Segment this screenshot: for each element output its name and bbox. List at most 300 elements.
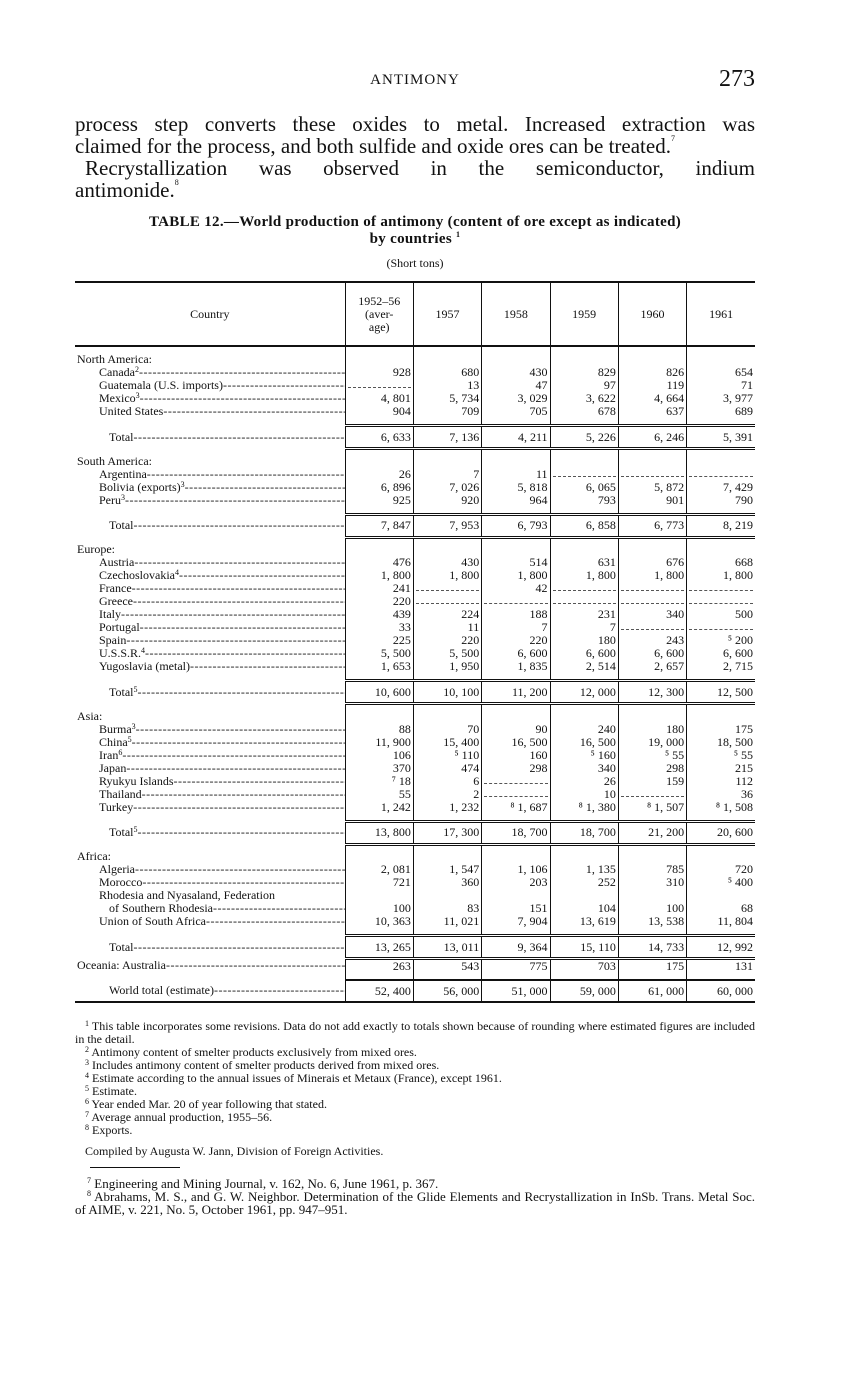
page-header — [75, 66, 755, 98]
table-row — [75, 379, 755, 392]
intro-line: Recrystallization was observed in the semiconductor, indium — [85, 156, 755, 180]
table-cell: 100 — [345, 902, 413, 915]
table-cell: 370 — [345, 762, 413, 775]
table-cell: 920 — [413, 494, 481, 507]
table-cell: ⁵ 200 — [687, 634, 755, 647]
table-cell: 15, 400 — [413, 736, 481, 749]
table-cell: 13, 800 — [345, 821, 413, 844]
table-cell: 56, 000 — [413, 980, 481, 1002]
row-label: Africa: — [77, 849, 111, 863]
table-cell: ⁵ 400 — [687, 876, 755, 889]
table-cell: 8, 219 — [687, 514, 755, 537]
table-cell: 151 — [482, 902, 550, 915]
table-cell: 21, 200 — [618, 821, 686, 844]
table-cell: ⁵ 55 — [687, 749, 755, 762]
table-cell: 112 — [687, 775, 755, 788]
total-row — [75, 514, 755, 537]
footnote: $^1$ This table incorporates some revisions. Data do not add exactly to totals shown because of rounding where estimated figures are included in the detail. — [75, 1019, 755, 1046]
table-cell: 721 — [345, 876, 413, 889]
table-cell: 2, 514 — [550, 660, 618, 673]
row-label: Turkey ----- — [75, 801, 345, 814]
table-cell: 790 — [687, 494, 755, 507]
table-cell: 7, 904 — [482, 915, 550, 928]
row-label: Morocco ----- — [75, 876, 345, 889]
table-cell: ⁸ 1, 687 — [482, 801, 550, 814]
table-cell: 220 — [482, 634, 550, 647]
row-label: Portugal ----- — [75, 621, 345, 634]
table-cell: 119 — [618, 379, 686, 392]
row-label: France ----- — [75, 582, 345, 595]
table-row — [75, 405, 755, 418]
table-cell: 439 — [345, 608, 413, 621]
table-cell: 1, 835 — [482, 660, 550, 673]
table-cell: 928 — [345, 366, 413, 379]
intro-line: claimed for the process, and both sulfide and oxide ores can be treated.$^7$ — [75, 134, 675, 158]
table-cell: 131 — [687, 959, 755, 974]
table-cell: 5, 500 — [413, 647, 481, 660]
row-label: Rhodesia and Nyasaland, Federation — [99, 889, 275, 902]
table-cell: 106 — [345, 749, 413, 762]
table-cell: 12, 500 — [687, 681, 755, 704]
row-label: Iran$^6$ ----- — [75, 749, 345, 762]
table-cell: 2, 081 — [345, 863, 413, 876]
table-cell: 7, 026 — [413, 481, 481, 494]
footnote: $^7$ Average annual production, 1955–56. — [85, 1110, 273, 1124]
table-cell: ⁵ 110 — [413, 749, 481, 762]
row-label: Total ----- — [75, 936, 345, 959]
table-cell: 6, 858 — [550, 514, 618, 537]
table-cell: ⁸ 1, 508 — [687, 801, 755, 814]
table-cell: 188 — [482, 608, 550, 621]
table-cell: 6, 896 — [345, 481, 413, 494]
row-label: Total$^5$ ----- — [75, 681, 345, 704]
table-cell: 13, 538 — [618, 915, 686, 928]
row-label: Italy ----- — [75, 608, 345, 621]
table-cell: 42 — [482, 582, 550, 595]
table-cell: 775 — [482, 959, 550, 974]
table-cell: 826 — [618, 366, 686, 379]
table-cell: 829 — [550, 366, 618, 379]
table-cell: 1, 547 — [413, 863, 481, 876]
table-row — [75, 788, 755, 801]
table-cell: 61, 000 — [618, 980, 686, 1002]
table-cell: 7, 429 — [687, 481, 755, 494]
header-year: 1961 — [687, 282, 755, 346]
table-cell: 5, 226 — [550, 426, 618, 449]
table-cell: 88 — [345, 723, 413, 736]
table-row — [75, 660, 755, 673]
table-cell: 678 — [550, 405, 618, 418]
table-cell: 1, 800 — [413, 569, 481, 582]
table-cell: 5, 872 — [618, 481, 686, 494]
total-row — [75, 936, 755, 959]
table-cell: 215 — [687, 762, 755, 775]
region-row — [75, 704, 755, 723]
table-cell — [618, 468, 686, 481]
table-cell — [687, 468, 755, 481]
table-cell: 7, 136 — [413, 426, 481, 449]
table-cell: 15, 110 — [550, 936, 618, 959]
intro-line: antimonide.$^8$ — [75, 178, 179, 202]
row-label: Algeria ----- — [75, 863, 345, 876]
production-table — [75, 281, 755, 1003]
table-cell: 7, 953 — [413, 514, 481, 537]
table-cell: 430 — [482, 366, 550, 379]
footnote: $^5$ Estimate. — [85, 1084, 137, 1098]
table-cell: 430 — [413, 556, 481, 569]
table-row — [75, 723, 755, 736]
table-row — [75, 876, 755, 889]
row-label: of Southern Rhodesia ----- — [75, 902, 345, 915]
table-cell: 11 — [482, 468, 550, 481]
table-cell: 17, 300 — [413, 821, 481, 844]
table-cell: 19, 000 — [618, 736, 686, 749]
row-label: South America: — [77, 453, 152, 468]
table-cell: 637 — [618, 405, 686, 418]
table-caption: TABLE 12.—World production of antimony (content of ore except as indicated) by countries $^1$ — [148, 214, 682, 247]
table-cell: 71 — [687, 379, 755, 392]
row-label: Total ----- — [75, 426, 345, 449]
table-cell: 12, 992 — [687, 936, 755, 959]
table-cell: 904 — [345, 405, 413, 418]
table-cell: ⁸ 1, 507 — [618, 801, 686, 814]
table-row — [75, 582, 755, 595]
table-cell: 680 — [413, 366, 481, 379]
table-cell: 1, 800 — [687, 569, 755, 582]
table-cell: 16, 500 — [482, 736, 550, 749]
row-label: Peru$^3$ ----- — [75, 494, 345, 507]
table-cell: 14, 733 — [618, 936, 686, 959]
table-cell: 4, 664 — [618, 392, 686, 405]
table-cell: 100 — [618, 902, 686, 915]
table-row — [75, 595, 755, 608]
table-row — [75, 481, 755, 494]
table-cell: 7 — [482, 621, 550, 634]
table-cell: 20, 600 — [687, 821, 755, 844]
table-row — [75, 775, 755, 788]
table-cell: 11, 900 — [345, 736, 413, 749]
footnote: $^4$ Estimate according to the annual issues of Minerais et Metaux (France), except 1961. — [85, 1071, 502, 1085]
table-cell: ⁵ 160 — [550, 749, 618, 762]
table-cell — [550, 468, 618, 481]
row-label: Austria ----- — [75, 556, 345, 569]
table-row — [75, 366, 755, 379]
total-row — [75, 980, 755, 1002]
table-cell: 360 — [413, 876, 481, 889]
footnote: $^2$ Antimony content of smelter products exclusively from mixed ores. — [85, 1045, 417, 1059]
table-cell: 3, 029 — [482, 392, 550, 405]
table-cell: 36 — [687, 788, 755, 801]
table-cell: 225 — [345, 634, 413, 647]
table-row — [75, 915, 755, 928]
row-label: Ryukyu Islands ----- — [75, 775, 345, 788]
table-cell: 6, 600 — [550, 647, 618, 660]
table-cell: 676 — [618, 556, 686, 569]
header-year: 1959 — [550, 282, 618, 346]
table-row — [75, 468, 755, 481]
table-cell: 5, 500 — [345, 647, 413, 660]
table-cell: 310 — [618, 876, 686, 889]
table-cell — [482, 775, 550, 788]
table-row — [75, 621, 755, 634]
table-cell: 2 — [413, 788, 481, 801]
footnote: $^6$ Year ended Mar. 20 of year following that stated. — [85, 1097, 327, 1111]
table-cell: 785 — [618, 863, 686, 876]
region-row — [75, 537, 755, 556]
table-cell: 9, 364 — [482, 936, 550, 959]
table-cell: 97 — [550, 379, 618, 392]
table-cell: 6, 773 — [618, 514, 686, 537]
table-cell: 925 — [345, 494, 413, 507]
table-cell: 474 — [413, 762, 481, 775]
table-cell: 6 — [413, 775, 481, 788]
table-cell: 10 — [550, 788, 618, 801]
table-cell: 709 — [413, 405, 481, 418]
table-header-row — [75, 282, 755, 346]
table-cell: 340 — [618, 608, 686, 621]
table-units: (Short tons) — [386, 256, 444, 270]
table-cell: 59, 000 — [550, 980, 618, 1002]
table-cell: ⁵ 55 — [618, 749, 686, 762]
table-cell: 60, 000 — [687, 980, 755, 1002]
row-label: Greece ----- — [75, 595, 345, 608]
table-cell — [618, 582, 686, 595]
table-cell: 13 — [413, 379, 481, 392]
table-cell: 6, 600 — [618, 647, 686, 660]
table-cell: 220 — [345, 595, 413, 608]
table-cell: 3, 622 — [550, 392, 618, 405]
table-cell: 4, 211 — [482, 426, 550, 449]
total-row — [75, 681, 755, 704]
table-cell: 10, 363 — [345, 915, 413, 928]
table-cell: 1, 135 — [550, 863, 618, 876]
row-label: Canada$^2$ ----- — [75, 366, 345, 379]
table-row — [75, 959, 755, 974]
page-number: 273 — [719, 66, 755, 92]
table-cell: ⁸ 1, 380 — [550, 801, 618, 814]
table-cell: 7, 847 — [345, 514, 413, 537]
table-cell: 26 — [345, 468, 413, 481]
table-cell: 68 — [687, 902, 755, 915]
table-cell: 12, 000 — [550, 681, 618, 704]
table-cell: 5, 734 — [413, 392, 481, 405]
table-cell: 70 — [413, 723, 481, 736]
table-cell: 901 — [618, 494, 686, 507]
table-row — [75, 889, 755, 902]
table-cell — [482, 788, 550, 801]
row-label: Total$^5$ ----- — [75, 821, 345, 844]
row-label: Bolivia (exports)$^3$ ----- — [75, 481, 345, 494]
header-country: Country — [75, 282, 345, 346]
table-cell: 10, 600 — [345, 681, 413, 704]
table-cell: 180 — [550, 634, 618, 647]
table-cell: 18, 700 — [550, 821, 618, 844]
table-cell: 180 — [618, 723, 686, 736]
table-cell: 5, 391 — [687, 426, 755, 449]
table-cell: 476 — [345, 556, 413, 569]
table-cell: 964 — [482, 494, 550, 507]
table-cell: 2, 657 — [618, 660, 686, 673]
table-cell: 6, 065 — [550, 481, 618, 494]
table-cell: 1, 800 — [550, 569, 618, 582]
footnote-rule — [90, 1167, 180, 1168]
table-cell — [687, 582, 755, 595]
header-year: 1958 — [482, 282, 550, 346]
table-cell: ⁷ 18 — [345, 775, 413, 788]
row-label: North America: — [77, 352, 152, 366]
table-cell: 7 — [550, 621, 618, 634]
table-cell: 1, 950 — [413, 660, 481, 673]
table-cell: 83 — [413, 902, 481, 915]
table-cell: 7 — [413, 468, 481, 481]
intro-line: process step converts these oxides to metal. Increased extraction was — [75, 112, 755, 136]
reference: $^8$ Abrahams, M. S., and G. W. Neighbor. Determination of the Glide Elements and Recrystallization in InSb. Trans. Metal Soc. of AIME, v. 221, No. 5, October 1961, pp. 947–951. — [75, 1189, 755, 1217]
table-cell: 220 — [413, 634, 481, 647]
compiled-by: Compiled by Augusta W. Jann, Division of Foreign Activities. — [85, 1144, 384, 1158]
region-row — [75, 346, 755, 366]
row-label: China$^5$ ----- — [75, 736, 345, 749]
table-cell: 33 — [345, 621, 413, 634]
table-cell: 231 — [550, 608, 618, 621]
table-cell: 631 — [550, 556, 618, 569]
table-cell: 13, 619 — [550, 915, 618, 928]
table-cell: 703 — [550, 959, 618, 974]
intro-paragraph — [75, 113, 755, 201]
table-cell: 159 — [618, 775, 686, 788]
table-cell: 104 — [550, 902, 618, 915]
table-cell: 240 — [550, 723, 618, 736]
table-cell: 543 — [413, 959, 481, 974]
table-cell: 11, 804 — [687, 915, 755, 928]
table-cell: 298 — [618, 762, 686, 775]
table-cell — [618, 788, 686, 801]
table-cell: 705 — [482, 405, 550, 418]
footnote: $^8$ Exports. — [85, 1123, 133, 1137]
row-label: Asia: — [77, 708, 103, 723]
table-cell: 793 — [550, 494, 618, 507]
table-row — [75, 647, 755, 660]
row-label: Yugoslavia (metal) ----- — [75, 660, 345, 673]
table-cell: 26 — [550, 775, 618, 788]
table-row — [75, 569, 755, 582]
table-cell: 2, 715 — [687, 660, 755, 673]
table-row — [75, 749, 755, 762]
region-row — [75, 844, 755, 863]
table-row — [75, 762, 755, 775]
row-label: Czechoslovakia$^4$ ----- — [75, 569, 345, 582]
table-cell: 720 — [687, 863, 755, 876]
row-label: U.S.S.R.$^4$ ----- — [75, 647, 345, 660]
row-label: Total ----- — [75, 514, 345, 537]
total-row — [75, 426, 755, 449]
table-cell: 175 — [618, 959, 686, 974]
table-row — [75, 634, 755, 647]
table-cell: 90 — [482, 723, 550, 736]
table-row — [75, 736, 755, 749]
table-cell: 13, 265 — [345, 936, 413, 959]
table-cell: 1, 106 — [482, 863, 550, 876]
table-row — [75, 392, 755, 405]
row-label: Japan ----- — [75, 762, 345, 775]
table-cell: 241 — [345, 582, 413, 595]
table-cell: 5, 818 — [482, 481, 550, 494]
table-row — [75, 608, 755, 621]
table-cell: 500 — [687, 608, 755, 621]
table-cell: 252 — [550, 876, 618, 889]
table-cell: 298 — [482, 762, 550, 775]
table-cell: 10, 100 — [413, 681, 481, 704]
table-cell: 668 — [687, 556, 755, 569]
table-row — [75, 801, 755, 814]
row-label: World total (estimate) ----- — [75, 980, 345, 1002]
header-year: 1960 — [618, 282, 686, 346]
region-row — [75, 449, 755, 468]
row-label: United States ----- — [75, 405, 345, 418]
table-cell: 11 — [413, 621, 481, 634]
table-cell — [413, 582, 481, 595]
table-cell: 243 — [618, 634, 686, 647]
row-label: Thailand ----- — [75, 788, 345, 801]
table-cell: 203 — [482, 876, 550, 889]
table-cell: 11, 200 — [482, 681, 550, 704]
footnote: $^3$ Includes antimony content of smelter products derived from mixed ores. — [85, 1058, 440, 1072]
table-cell: 12, 300 — [618, 681, 686, 704]
table-cell: 6, 600 — [482, 647, 550, 660]
table-cell: 654 — [687, 366, 755, 379]
table-cell: 1, 800 — [345, 569, 413, 582]
table-cell: 224 — [413, 608, 481, 621]
table-cell: 6, 793 — [482, 514, 550, 537]
table-cell: 51, 000 — [482, 980, 550, 1002]
row-label: Europe: — [77, 542, 115, 556]
header-year: 1957 — [413, 282, 481, 346]
table-row — [75, 494, 755, 507]
table-cell: 47 — [482, 379, 550, 392]
row-label: Oceania: Australia ----- — [75, 959, 345, 974]
running-title: ANTIMONY — [370, 72, 460, 88]
reference: $^7$ Engineering and Mining Journal, v. 162, No. 6, June 1961, p. 367. — [87, 1176, 439, 1191]
table-cell: 1, 800 — [618, 569, 686, 582]
table-cell: 263 — [345, 959, 413, 974]
table-cell: 175 — [687, 723, 755, 736]
table-cell: 6, 246 — [618, 426, 686, 449]
row-label: Guatemala (U.S. imports) ----- — [75, 379, 345, 392]
table-footnotes — [75, 1020, 755, 1158]
table-cell — [550, 582, 618, 595]
table-cell: 16, 500 — [550, 736, 618, 749]
page-references — [75, 1177, 755, 1216]
table-cell: 1, 232 — [413, 801, 481, 814]
table-cell: 18, 700 — [482, 821, 550, 844]
row-label: Mexico$^3$ ----- — [75, 392, 345, 405]
table-cell: 6, 600 — [687, 647, 755, 660]
table-cell: 13, 011 — [413, 936, 481, 959]
header-year: 1952–56 (aver- age) — [345, 282, 413, 346]
table-cell: 11, 021 — [413, 915, 481, 928]
table-cell: 1, 242 — [345, 801, 413, 814]
table-cell: 4, 801 — [345, 392, 413, 405]
table-cell: 689 — [687, 405, 755, 418]
table-cell: 514 — [482, 556, 550, 569]
table-cell: 160 — [482, 749, 550, 762]
table-cell: 18, 500 — [687, 736, 755, 749]
table-row — [75, 556, 755, 569]
table-cell: 52, 400 — [345, 980, 413, 1002]
table-cell: 6, 633 — [345, 426, 413, 449]
table-cell: 3, 977 — [687, 392, 755, 405]
row-label: Burma$^3$ ----- — [75, 723, 345, 736]
row-label: Argentina ----- — [75, 468, 345, 481]
